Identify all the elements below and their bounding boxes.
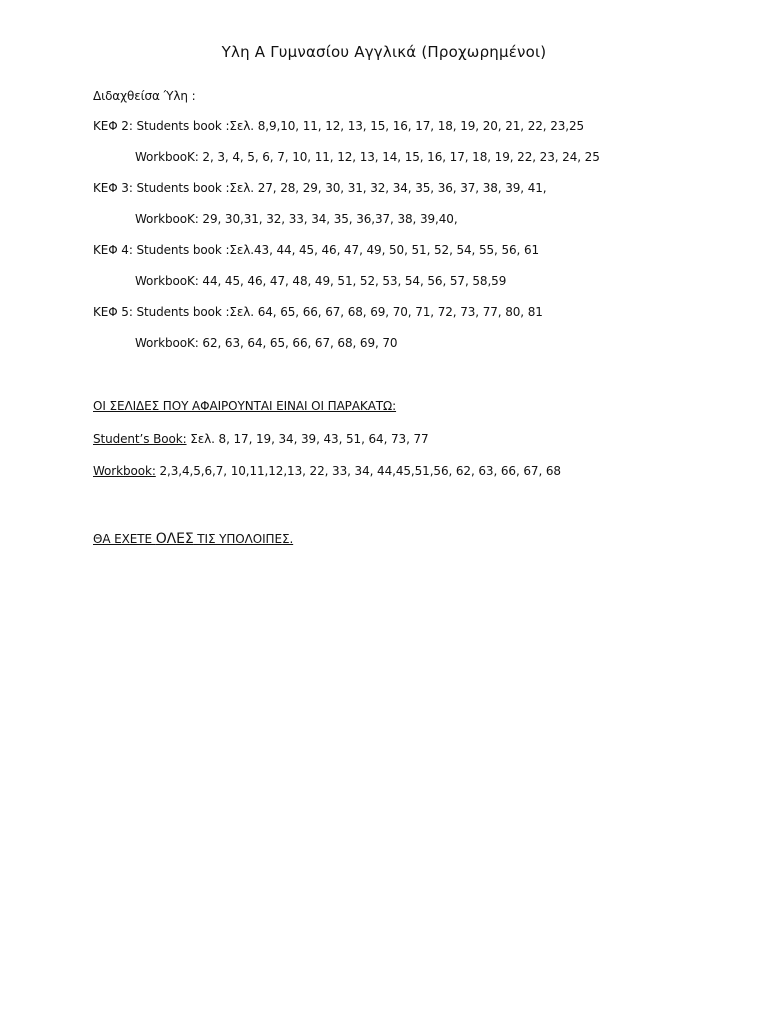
chapter-label: ΚΕΦ 3: Students book :: [93, 181, 230, 195]
chapter-label: ΚΕΦ 2: Students book :: [93, 119, 230, 133]
chapter-5-students-line: [93, 305, 543, 319]
chapter-4-workbook-line: WorkbooK: 44, 45, 46, 47, 48, 49, 51, 52, 53, 54, 56, 57, 58,59: [135, 274, 507, 288]
removed-students-label: Student’s Book:: [93, 432, 187, 446]
students-pages: Σελ. 8,9,10, 11, 12, 13, 15, 16, 17, 18, 19, 20, 21, 22, 23,25: [229, 119, 585, 133]
chapter-2-workbook-line: WorkbooK: 2, 3, 4, 5, 6, 7, 10, 11, 12, 13, 14, 15, 16, 17, 18, 19, 22, 23, 24, 25: [135, 150, 600, 164]
students-pages: Σελ.43, 44, 45, 46, 47, 49, 50, 51, 52, 54, 55, 56, 61: [229, 243, 540, 257]
chapter-label: ΚΕΦ 4: Students book :: [93, 243, 230, 257]
removed-pages-heading: ΟΙ ΣΕΛΙΔΕΣ ΠΟΥ ΑΦΑΙΡΟΥΝΤΑΙ ΕΙΝΑΙ ΟΙ ΠΑΡΑΚΑΤΩ:: [93, 399, 397, 413]
footer-note: [93, 531, 293, 547]
chapter-5-workbook-line: WorkbooK: 62, 63, 64, 65, 66, 67, 68, 69, 70: [135, 336, 398, 350]
removed-workbook-label: Workbook:: [93, 464, 156, 478]
footer-part2: ΤΙΣ ΥΠΟΛΟΙΠΕΣ.: [193, 532, 294, 546]
chapter-label: ΚΕΦ 5: Students book :: [93, 305, 230, 319]
footer-part1: ΘΑ ΕΧΕΤΕ: [93, 532, 156, 546]
removed-students-pages: Σελ. 8, 17, 19, 34, 39, 43, 51, 64, 73, 77: [186, 432, 429, 446]
students-pages: Σελ. 64, 65, 66, 67, 68, 69, 70, 71, 72, 73, 77, 80, 81: [229, 305, 543, 319]
chapter-2-students-line: [93, 119, 584, 133]
students-pages: Σελ. 27, 28, 29, 30, 31, 32, 34, 35, 36, 37, 38, 39, 41,: [229, 181, 547, 195]
removed-workbook-line: [93, 464, 561, 478]
chapter-4-students-line: [93, 243, 539, 257]
footer-emphasis: ΟΛΕΣ: [155, 531, 194, 547]
chapter-3-workbook-line: WorkbooK: 29, 30,31, 32, 33, 34, 35, 36,37, 38, 39,40,: [135, 212, 458, 226]
taught-heading: Διδαχθείσα Ύλη :: [93, 89, 196, 103]
removed-workbook-pages: 2,3,4,5,6,7, 10,11,12,13, 22, 33, 34, 44,45,51,56, 62, 63, 66, 67, 68: [155, 464, 561, 478]
chapter-3-students-line: [93, 181, 547, 195]
document-title: Υλη Α Γυμνασίου Αγγλικά (Προχωρημένοι): [221, 43, 547, 61]
removed-students-line: [93, 432, 429, 446]
